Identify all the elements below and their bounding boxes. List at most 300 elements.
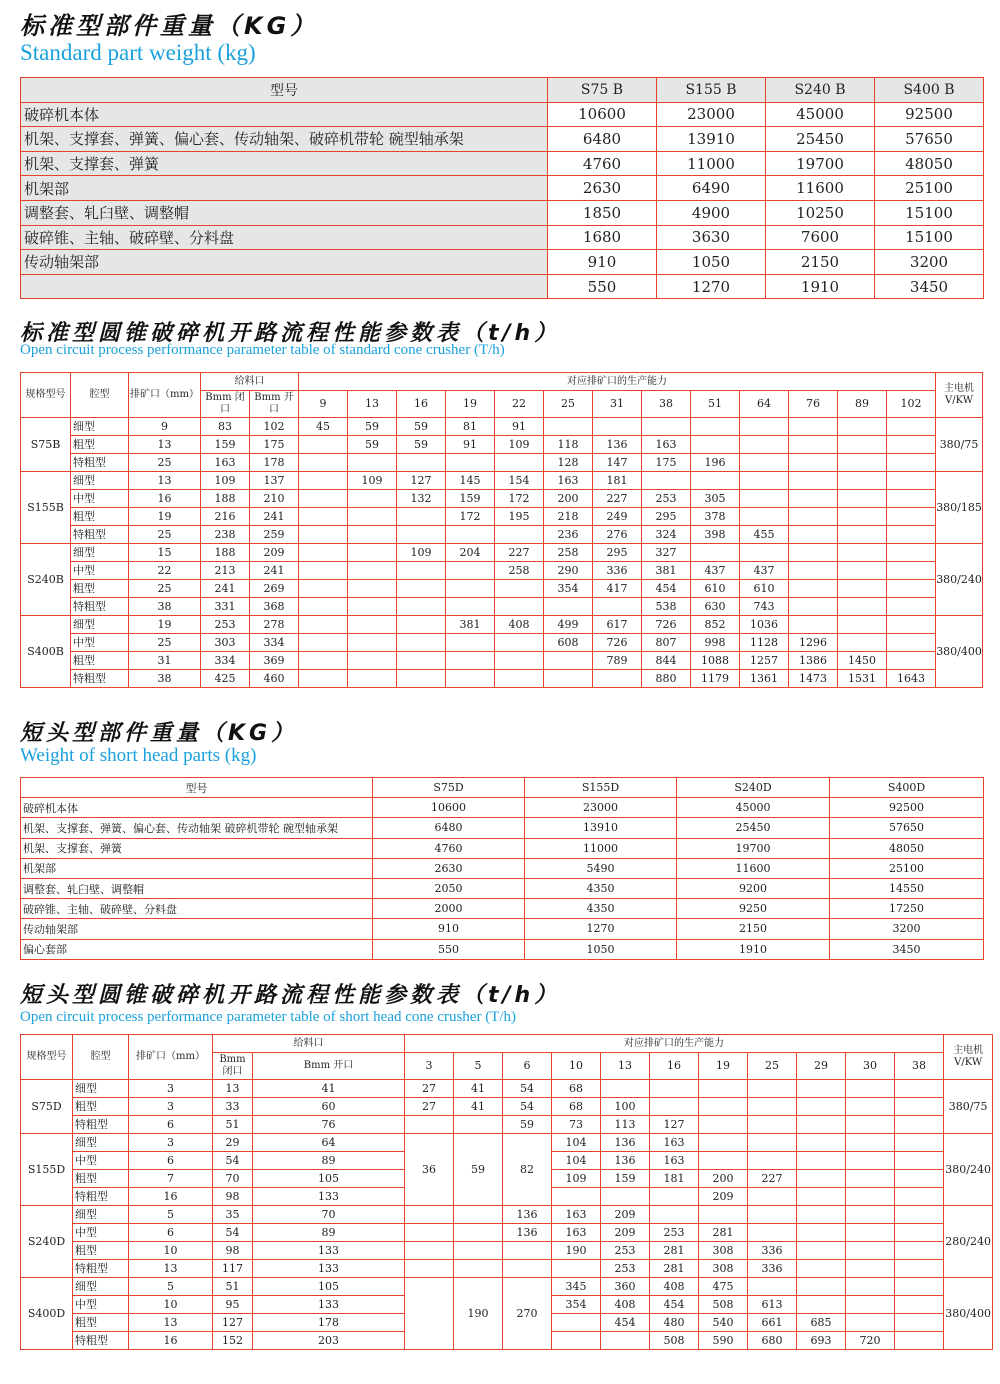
weight-cell: 6480 <box>373 818 525 838</box>
table-row <box>21 939 984 959</box>
table-row <box>21 418 983 436</box>
weight-cell: 6490 <box>657 176 766 201</box>
capacity-cell <box>299 544 348 562</box>
capacity-cell <box>748 1152 797 1170</box>
cavity-cell: 中型 <box>71 490 129 508</box>
capacity-cell <box>299 526 348 544</box>
discharge-cell: 25 <box>129 634 201 652</box>
table-row <box>21 490 983 508</box>
weight-cell: 2630 <box>373 858 525 878</box>
feed-open-cell: 241 <box>250 562 299 580</box>
weight-cell: 2630 <box>548 176 657 201</box>
capacity-cell <box>887 526 936 544</box>
section3-title-en: Weight of short head parts (kg) <box>20 745 257 766</box>
discharge-cell: 5 <box>129 1278 213 1296</box>
capacity-cell <box>895 1224 944 1242</box>
cavity-cell: 中型 <box>73 1296 129 1314</box>
capacity-cell <box>797 1242 846 1260</box>
feed-open-cell: 60 <box>253 1098 405 1116</box>
feed-closed-cell: 425 <box>201 670 250 688</box>
capacity-cell: 59 <box>397 436 446 454</box>
capacity-cell <box>552 1260 601 1278</box>
capacity-cell <box>797 1080 846 1098</box>
feed-closed-cell: 109 <box>201 472 250 490</box>
capacity-cell: 127 <box>650 1116 699 1134</box>
cavity-cell: 中型 <box>71 634 129 652</box>
capacity-cell: 281 <box>650 1260 699 1278</box>
cavity-cell: 细型 <box>73 1278 129 1296</box>
capacity-cell <box>846 1224 895 1242</box>
table-row <box>21 1116 993 1134</box>
capacity-cell <box>846 1116 895 1134</box>
capacity-cell <box>397 598 446 616</box>
weight-cell: 25100 <box>830 858 984 878</box>
weight-cell: 92500 <box>875 102 984 127</box>
feed-open-cell: 210 <box>250 490 299 508</box>
capacity-cell <box>838 418 887 436</box>
feed-closed-cell: 33 <box>213 1098 253 1116</box>
feed-open-cell: 102 <box>250 418 299 436</box>
capacity-cell <box>552 1332 601 1350</box>
discharge-column-header: 6 <box>503 1053 552 1080</box>
cavity-cell: 粗型 <box>73 1170 129 1188</box>
discharge-cell: 6 <box>129 1152 213 1170</box>
weight-cell: 11600 <box>766 176 875 201</box>
capacity-cell <box>495 580 544 598</box>
capacity-cell: 41 <box>454 1080 503 1098</box>
capacity-cell: 172 <box>495 490 544 508</box>
capacity-cell <box>789 472 838 490</box>
capacity-cell: 147 <box>593 454 642 472</box>
model-cell: S400B <box>21 616 71 688</box>
capacity-cell <box>397 670 446 688</box>
weight-cell: 25450 <box>677 818 830 838</box>
table-row <box>21 598 983 616</box>
model-column-header: S155D <box>525 778 677 798</box>
capacity-cell: 91 <box>446 436 495 454</box>
weight-cell: 3200 <box>875 250 984 275</box>
model-header: 型号 <box>21 78 548 103</box>
capacity-cell <box>650 1188 699 1206</box>
capacity-cell <box>789 580 838 598</box>
capacity-cell <box>838 580 887 598</box>
capacity-cell <box>691 472 740 490</box>
capacity-cell <box>789 598 838 616</box>
capacity-cell <box>691 544 740 562</box>
capacity-cell <box>397 616 446 634</box>
feed-closed-cell: 83 <box>201 418 250 436</box>
motor-cell: 380/400 <box>936 616 983 688</box>
table-row <box>21 1224 993 1242</box>
table-row <box>21 670 983 688</box>
capacity-cell: 538 <box>642 598 691 616</box>
capacity-cell: 454 <box>650 1296 699 1314</box>
model-cell: S155B <box>21 472 71 544</box>
discharge-column-header: 19 <box>699 1053 748 1080</box>
cavity-cell: 细型 <box>73 1134 129 1152</box>
weight-cell: 3450 <box>830 939 984 959</box>
feed-open-cell: 41 <box>253 1080 405 1098</box>
capacity-cell <box>650 1206 699 1224</box>
capacity-cell: 195 <box>495 508 544 526</box>
discharge-column-header: 19 <box>446 391 495 418</box>
feed-closed-cell: 117 <box>213 1260 253 1278</box>
capacity-cell <box>797 1260 846 1278</box>
capacity-cell <box>642 472 691 490</box>
capacity-cell: 408 <box>601 1296 650 1314</box>
table-row <box>21 526 983 544</box>
capacity-cell <box>299 508 348 526</box>
discharge-column-header: 89 <box>838 391 887 418</box>
discharge-header: 排矿口（mm） <box>129 1035 213 1080</box>
model-cell: S155D <box>21 1134 73 1206</box>
capacity-cell <box>748 1188 797 1206</box>
part-name-cell: 调整套、轧臼壁、调整帽 <box>21 200 548 225</box>
discharge-column-header: 22 <box>495 391 544 418</box>
capacity-cell <box>838 508 887 526</box>
capacity-cell <box>748 1080 797 1098</box>
capacity-cell: 324 <box>642 526 691 544</box>
capacity-cell: 82 <box>503 1134 552 1206</box>
capacity-cell <box>895 1260 944 1278</box>
feed-closed-cell: 188 <box>201 544 250 562</box>
capacity-cell <box>846 1188 895 1206</box>
feed-closed-cell: 127 <box>213 1314 253 1332</box>
feed-header: 给料口 <box>213 1035 405 1053</box>
discharge-column-header: 13 <box>601 1053 650 1080</box>
part-name-cell: 调整套、轧臼壁、调整帽 <box>21 878 373 898</box>
capacity-cell: 1473 <box>789 670 838 688</box>
cavity-cell: 细型 <box>73 1080 129 1098</box>
capacity-cell: 159 <box>601 1170 650 1188</box>
model-column-header: S155 B <box>657 78 766 103</box>
table-row <box>21 798 984 818</box>
weight-cell: 1910 <box>766 274 875 299</box>
part-name-cell: 破碎锥、主轴、破碎壁、分料盘 <box>21 899 373 919</box>
model-cell: S400D <box>21 1278 73 1350</box>
capacity-cell: 200 <box>699 1170 748 1188</box>
table-row <box>21 1278 993 1296</box>
capacity-cell <box>895 1242 944 1260</box>
weight-cell: 48050 <box>875 151 984 176</box>
capacity-cell <box>397 562 446 580</box>
capacity-cell <box>348 544 397 562</box>
model-header: 规格型号 <box>21 1035 73 1080</box>
capacity-cell: 880 <box>642 670 691 688</box>
capacity-cell: 59 <box>454 1134 503 1206</box>
feed-closed-cell: 152 <box>213 1332 253 1350</box>
weight-cell: 5490 <box>525 858 677 878</box>
motor-cell: 380/240 <box>944 1134 993 1206</box>
capacity-cell <box>895 1098 944 1116</box>
feed-closed-cell: 54 <box>213 1224 253 1242</box>
capacity-cell: 1531 <box>838 670 887 688</box>
capacity-cell: 610 <box>691 580 740 598</box>
feed-open-cell: 89 <box>253 1152 405 1170</box>
weight-cell: 2150 <box>677 919 830 939</box>
discharge-cell: 10 <box>129 1242 213 1260</box>
capacity-cell <box>895 1134 944 1152</box>
feed-open-cell: 133 <box>253 1296 405 1314</box>
weight-cell: 4760 <box>548 151 657 176</box>
capacity-cell: 200 <box>544 490 593 508</box>
capacity-cell: 408 <box>495 616 544 634</box>
capacity-cell: 381 <box>446 616 495 634</box>
capacity-cell <box>797 1206 846 1224</box>
feed-open-cell: 137 <box>250 472 299 490</box>
capacity-cell: 743 <box>740 598 789 616</box>
capacity-cell: 136 <box>601 1152 650 1170</box>
part-name-cell: 传动轴架部 <box>21 250 548 275</box>
table-row <box>21 1134 993 1152</box>
capacity-cell: 345 <box>552 1278 601 1296</box>
weight-cell: 11000 <box>657 151 766 176</box>
capacity-header: 对应排矿口的生产能力 <box>405 1035 944 1053</box>
capacity-cell <box>405 1242 454 1260</box>
table-row <box>21 436 983 454</box>
model-cell: S240D <box>21 1206 73 1278</box>
capacity-cell: 249 <box>593 508 642 526</box>
capacity-cell <box>348 508 397 526</box>
capacity-cell: 1179 <box>691 670 740 688</box>
discharge-cell: 13 <box>129 1260 213 1278</box>
weight-cell: 910 <box>373 919 525 939</box>
weight-cell: 1050 <box>657 250 766 275</box>
capacity-cell: 1036 <box>740 616 789 634</box>
cavity-cell: 中型 <box>71 562 129 580</box>
capacity-cell <box>887 580 936 598</box>
capacity-cell: 1361 <box>740 670 789 688</box>
part-name-cell: 机架部 <box>21 176 548 201</box>
part-name-cell: 机架、支撑套、弹簧、偏心套、传动轴架、破碎机带轮 碗型轴承架 <box>21 127 548 152</box>
cavity-cell: 细型 <box>71 616 129 634</box>
capacity-cell <box>887 634 936 652</box>
section1-title-cn: 标准型部件重量（KG） <box>20 12 319 40</box>
capacity-cell <box>544 670 593 688</box>
capacity-cell <box>838 454 887 472</box>
capacity-cell: 258 <box>544 544 593 562</box>
capacity-cell <box>348 634 397 652</box>
capacity-cell: 45 <box>299 418 348 436</box>
table-row <box>21 878 984 898</box>
capacity-cell <box>405 1224 454 1242</box>
capacity-cell <box>895 1116 944 1134</box>
feed-open-cell: 203 <box>253 1332 405 1350</box>
capacity-cell: 1643 <box>887 670 936 688</box>
cavity-cell: 粗型 <box>71 580 129 598</box>
capacity-cell: 145 <box>446 472 495 490</box>
capacity-cell <box>895 1152 944 1170</box>
capacity-cell: 327 <box>642 544 691 562</box>
capacity-cell: 1128 <box>740 634 789 652</box>
cavity-cell: 特粗型 <box>71 454 129 472</box>
capacity-cell <box>789 508 838 526</box>
capacity-cell <box>299 652 348 670</box>
capacity-cell: 360 <box>601 1278 650 1296</box>
discharge-column-header: 29 <box>797 1053 846 1080</box>
capacity-cell <box>495 526 544 544</box>
capacity-cell: 59 <box>397 418 446 436</box>
weight-cell: 3630 <box>657 225 766 250</box>
capacity-cell: 807 <box>642 634 691 652</box>
table-row <box>21 176 984 201</box>
cavity-cell: 特粗型 <box>73 1116 129 1134</box>
discharge-column-header: 25 <box>748 1053 797 1080</box>
cavity-header: 腔型 <box>71 373 129 418</box>
capacity-cell <box>846 1152 895 1170</box>
feed-open-cell: 278 <box>250 616 299 634</box>
section4-title-en: Open circuit process performance parameter table of short head cone crusher (T/h) <box>20 1009 517 1025</box>
capacity-cell: 726 <box>642 616 691 634</box>
capacity-cell <box>348 580 397 598</box>
header-row <box>21 1035 993 1053</box>
capacity-cell <box>887 598 936 616</box>
capacity-cell: 305 <box>691 490 740 508</box>
capacity-cell <box>846 1260 895 1278</box>
table-row <box>21 274 984 299</box>
capacity-cell <box>593 418 642 436</box>
capacity-cell: 844 <box>642 652 691 670</box>
capacity-cell <box>299 634 348 652</box>
weight-cell: 14550 <box>830 878 984 898</box>
capacity-cell <box>789 526 838 544</box>
capacity-cell: 196 <box>691 454 740 472</box>
discharge-column-header: 9 <box>299 391 348 418</box>
cavity-cell: 细型 <box>71 544 129 562</box>
weight-cell: 1850 <box>548 200 657 225</box>
capacity-cell: 253 <box>650 1224 699 1242</box>
capacity-cell <box>593 598 642 616</box>
capacity-cell <box>405 1278 454 1350</box>
weight-cell: 550 <box>373 939 525 959</box>
capacity-cell: 175 <box>642 454 691 472</box>
capacity-cell <box>348 526 397 544</box>
capacity-cell <box>895 1188 944 1206</box>
capacity-cell: 209 <box>699 1188 748 1206</box>
discharge-cell: 19 <box>129 508 201 526</box>
cavity-cell: 特粗型 <box>73 1332 129 1350</box>
capacity-cell <box>846 1278 895 1296</box>
weight-cell: 1910 <box>677 939 830 959</box>
section4-title-cn: 短头型圆锥破碎机开路流程性能参数表（t/h） <box>20 983 561 1008</box>
capacity-cell <box>797 1116 846 1134</box>
capacity-cell: 59 <box>348 436 397 454</box>
cavity-header: 腔型 <box>73 1035 129 1080</box>
discharge-cell: 22 <box>129 562 201 580</box>
weight-cell: 7600 <box>766 225 875 250</box>
feed-open-header: Bmm 开口 <box>250 391 299 418</box>
weight-cell: 23000 <box>525 798 677 818</box>
header-row <box>21 78 984 103</box>
capacity-cell <box>846 1314 895 1332</box>
discharge-cell: 16 <box>129 1332 213 1350</box>
capacity-cell <box>348 562 397 580</box>
capacity-cell: 1257 <box>740 652 789 670</box>
capacity-cell <box>740 454 789 472</box>
model-column-header: S400 B <box>875 78 984 103</box>
feed-open-cell: 133 <box>253 1188 405 1206</box>
capacity-cell <box>601 1080 650 1098</box>
capacity-cell <box>789 436 838 454</box>
capacity-cell: 336 <box>593 562 642 580</box>
capacity-cell: 480 <box>650 1314 699 1332</box>
standard-performance-table <box>20 372 983 688</box>
capacity-cell <box>838 544 887 562</box>
discharge-cell: 25 <box>129 454 201 472</box>
weight-cell: 25100 <box>875 176 984 201</box>
capacity-cell: 127 <box>397 472 446 490</box>
capacity-cell <box>348 670 397 688</box>
capacity-cell <box>838 634 887 652</box>
weight-cell: 13910 <box>525 818 677 838</box>
capacity-cell: 181 <box>593 472 642 490</box>
feed-closed-cell: 51 <box>213 1116 253 1134</box>
capacity-cell <box>887 562 936 580</box>
weight-cell: 6480 <box>548 127 657 152</box>
capacity-cell <box>299 436 348 454</box>
capacity-cell: 336 <box>748 1260 797 1278</box>
capacity-cell <box>691 436 740 454</box>
capacity-cell <box>454 1224 503 1242</box>
discharge-cell: 3 <box>129 1134 213 1152</box>
discharge-column-header: 64 <box>740 391 789 418</box>
capacity-cell <box>838 616 887 634</box>
discharge-column-header: 16 <box>397 391 446 418</box>
capacity-cell <box>446 526 495 544</box>
capacity-cell <box>838 562 887 580</box>
discharge-cell: 3 <box>129 1098 213 1116</box>
capacity-cell: 1450 <box>838 652 887 670</box>
cavity-cell: 中型 <box>73 1152 129 1170</box>
feed-open-cell: 259 <box>250 526 299 544</box>
feed-closed-cell: 334 <box>201 652 250 670</box>
capacity-cell <box>544 652 593 670</box>
capacity-cell <box>846 1134 895 1152</box>
capacity-cell <box>405 1206 454 1224</box>
capacity-cell: 136 <box>601 1134 650 1152</box>
capacity-cell <box>887 454 936 472</box>
capacity-cell <box>601 1332 650 1350</box>
motor-cell: 380/400 <box>944 1278 993 1350</box>
capacity-cell <box>348 616 397 634</box>
motor-cell: 380/240 <box>936 544 983 616</box>
weight-cell: 2050 <box>373 878 525 898</box>
capacity-cell: 204 <box>446 544 495 562</box>
capacity-cell <box>650 1098 699 1116</box>
capacity-cell: 100 <box>601 1098 650 1116</box>
discharge-column-header: 13 <box>348 391 397 418</box>
capacity-cell: 163 <box>552 1224 601 1242</box>
table-row <box>21 616 983 634</box>
capacity-cell <box>797 1170 846 1188</box>
table-row <box>21 200 984 225</box>
capacity-cell: 454 <box>601 1314 650 1332</box>
weight-cell: 45000 <box>766 102 875 127</box>
table-row <box>21 919 984 939</box>
capacity-cell: 613 <box>748 1296 797 1314</box>
capacity-cell <box>895 1278 944 1296</box>
capacity-cell <box>789 562 838 580</box>
cavity-cell: 特粗型 <box>71 598 129 616</box>
capacity-cell <box>838 472 887 490</box>
table-row <box>21 1080 993 1098</box>
discharge-cell: 25 <box>129 526 201 544</box>
cavity-cell: 粗型 <box>73 1242 129 1260</box>
feed-open-header: Bmm 开口 <box>253 1053 405 1080</box>
capacity-cell <box>503 1242 552 1260</box>
weight-cell: 19700 <box>677 838 830 858</box>
capacity-cell: 308 <box>699 1242 748 1260</box>
